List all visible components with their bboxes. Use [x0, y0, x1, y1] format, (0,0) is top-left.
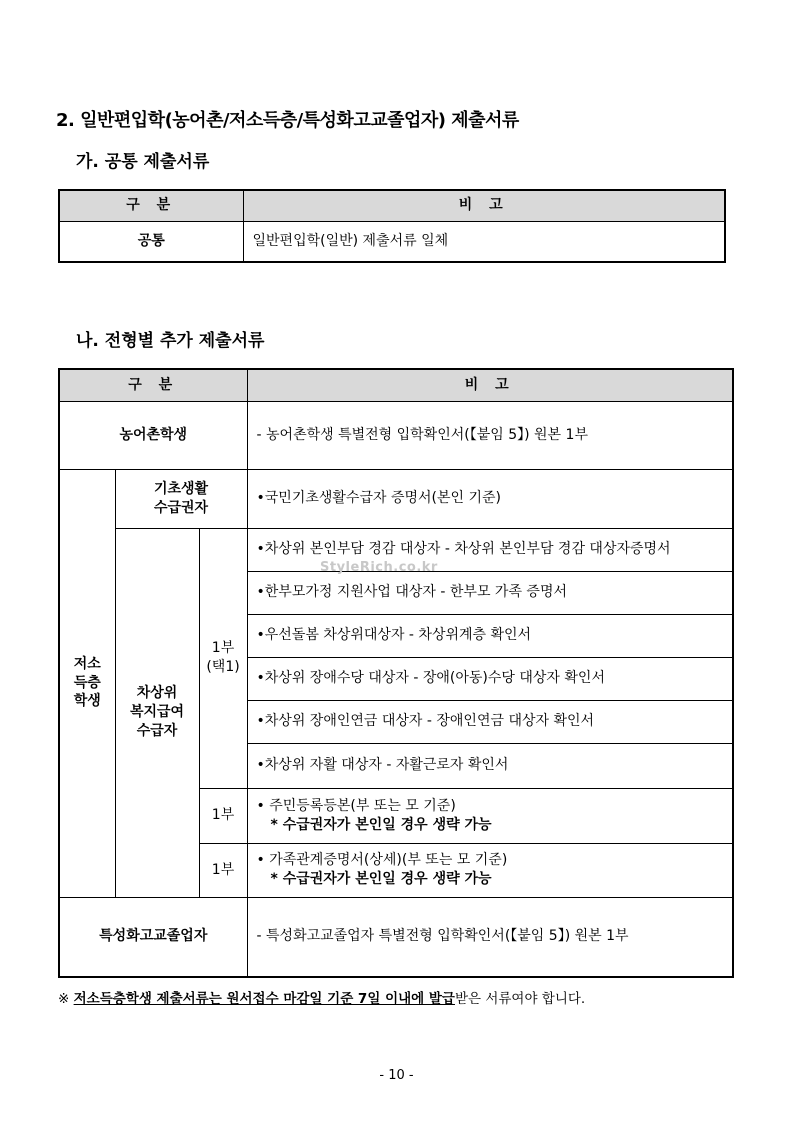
resident-register-cell [247, 788, 733, 843]
choose-item: •차상위 장애인연금 대상자 - 장애인연금 대상자 확인서 [247, 700, 733, 743]
family-relation-note: * 수급권자가 본인일 경우 생략 가능 [270, 871, 492, 887]
resident-register-count: 1부 [199, 788, 247, 843]
vocational-graduate-label: 특성화고교졸업자 [59, 897, 247, 977]
family-relation-count: 1부 [199, 843, 247, 897]
basic-livelihood-label: 기초생활 수급권자 [115, 469, 247, 528]
basic-livelihood-value: •국민기초생활수급자 증명서(본인 기준) [247, 469, 733, 528]
farm-student-value: - 농어촌학생 특별전형 입학확인서(【붙임 5】) 원본 1부 [247, 401, 733, 469]
family-relation-cell [247, 843, 733, 897]
farm-student-label: 농어촌학생 [59, 401, 247, 469]
table1-header-remarks: 비 고 [243, 190, 725, 221]
section-title: 2. 일반편입학(농어촌/저소득층/특성화고교졸업자) 제출서류 [56, 110, 519, 131]
family-relation-text: • 가족관계증명서(상세)(부 또는 모 기준) [256, 852, 508, 869]
footnote-emphasis: 저소득층학생 제출서류는 원서접수 마감일 기준 7일 이내에 발급 [73, 991, 455, 1007]
table2-header-remarks: 비 고 [247, 369, 733, 401]
footnote-suffix: 받은 서류여야 합니다. [454, 991, 586, 1007]
choose-item: •차상위 본인부담 경감 대상자 - 차상위 본인부담 경감 대상자증명서 [247, 528, 733, 571]
choose-item: •우선돌봄 차상위대상자 - 차상위계층 확인서 [247, 614, 733, 657]
vocational-graduate-value: - 특성화고교졸업자 특별전형 입학확인서(【붙임 5】) 원본 1부 [247, 897, 733, 977]
footnote-prefix: ※ [58, 991, 74, 1007]
low-income-label: 저소 득층 학생 [59, 469, 115, 897]
footnote [58, 987, 585, 1007]
resident-register-note: * 수급권자가 본인일 경우 생략 가능 [270, 816, 492, 833]
watermark-text: StyleRich.co.kr [320, 560, 438, 575]
page-number: - 10 - [379, 1068, 414, 1083]
table1-header-category: 구 분 [59, 190, 243, 221]
near-poor-label: 차상위 복지급여 수급자 [115, 528, 199, 897]
common-documents-table [58, 189, 726, 263]
subsection-title-common: 가. 공통 제출서류 [76, 152, 210, 172]
subsection-title-additional: 나. 전형별 추가 제출서류 [76, 331, 265, 351]
choose-item: •차상위 자활 대상자 - 자활근로자 확인서 [247, 743, 733, 788]
table1-row-value: 일반편입학(일반) 제출서류 일체 [243, 221, 725, 262]
resident-register-text: • 주민등록등본(부 또는 모 기준) [256, 797, 456, 814]
choose-item: •차상위 장애수당 대상자 - 장애(아동)수당 대상자 확인서 [247, 657, 733, 700]
additional-documents-table [58, 368, 734, 978]
choose-item: •한부모가정 지원사업 대상자 - 한부모 가족 증명서 [247, 571, 733, 614]
choose-one-label: 1부 (택1) [199, 528, 247, 788]
table2-header-category: 구 분 [59, 369, 247, 401]
table1-row-label: 공통 [59, 221, 243, 262]
